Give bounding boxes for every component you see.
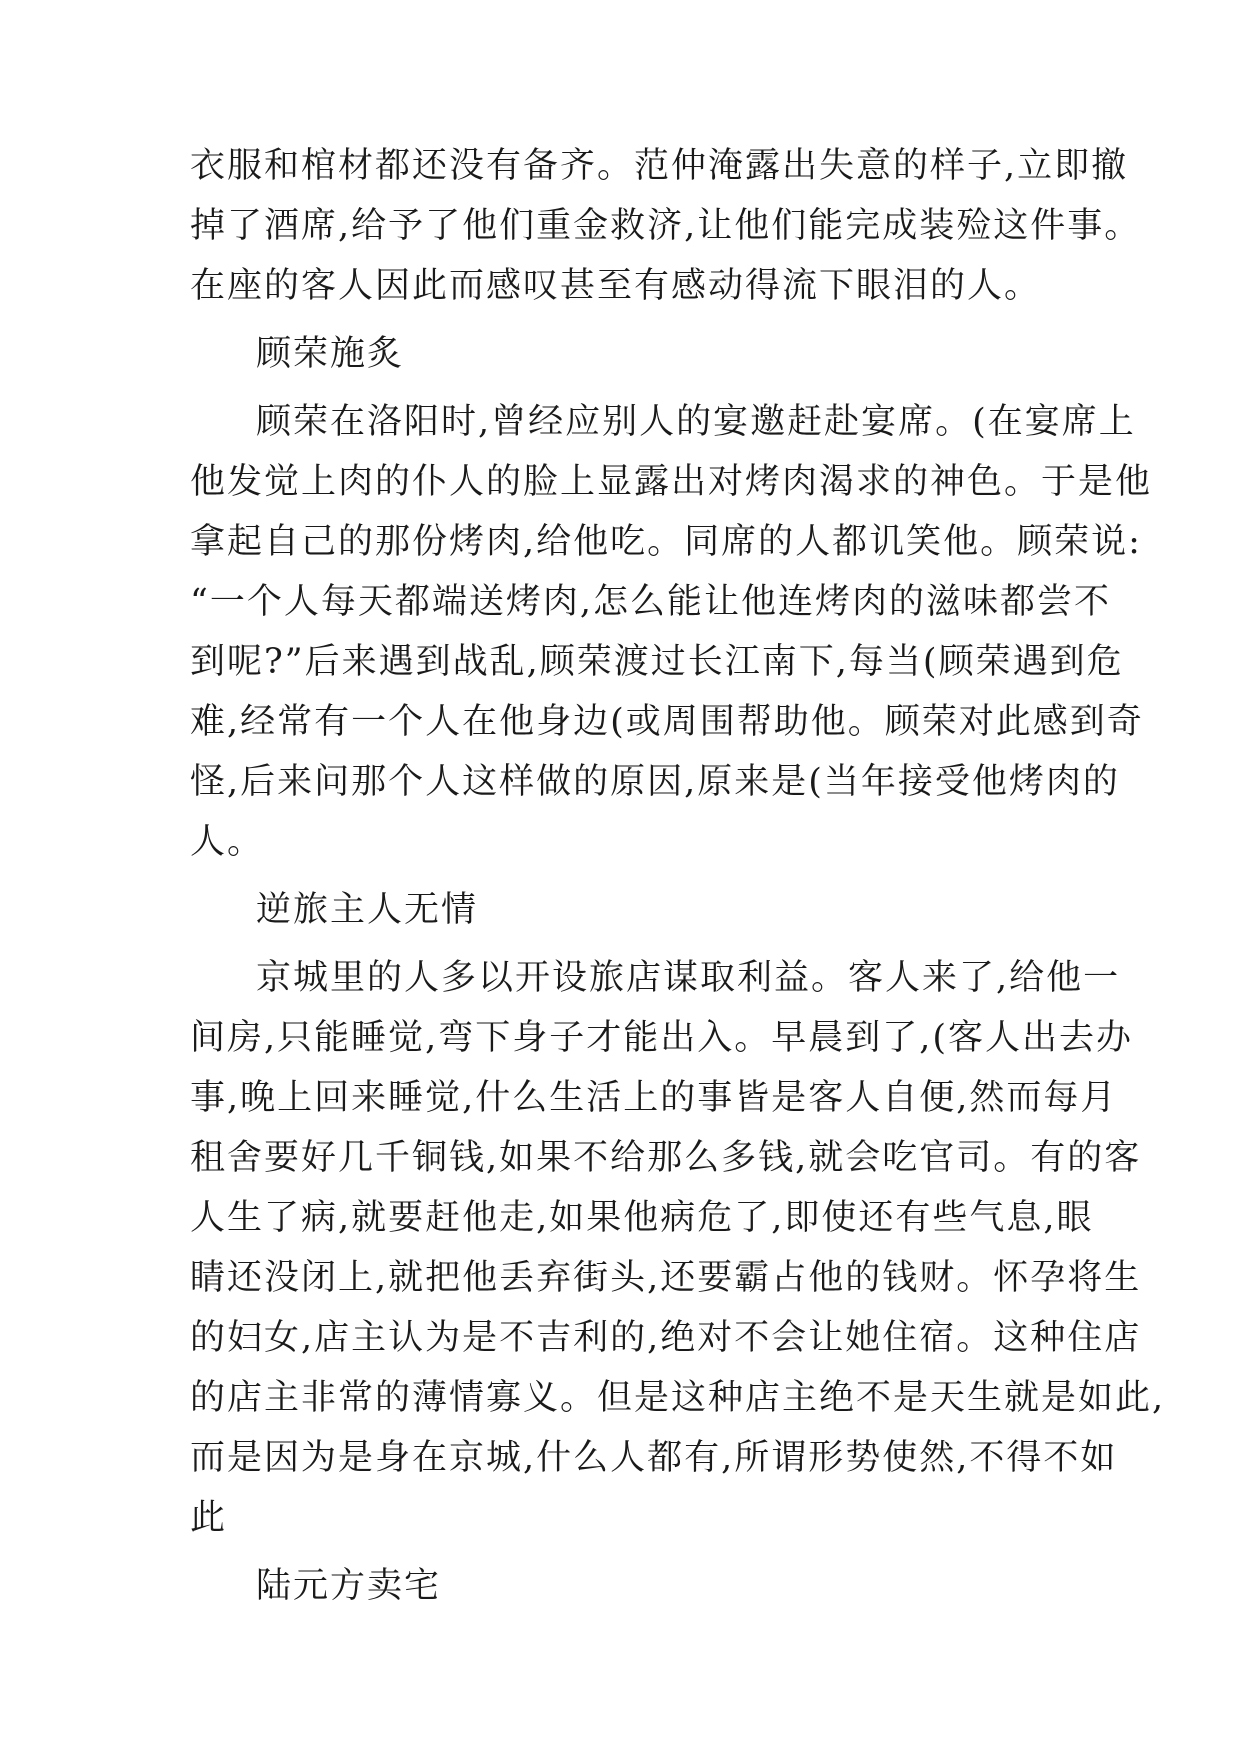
text-line: 到呢?”后来遇到战乱,顾荣渡过长江南下,每当(顾荣遇到危 xyxy=(190,642,1124,682)
text-line: 睛还没闭上,就把他丢弃街头,还要霸占他的钱财。怀孕将生 xyxy=(190,1258,1142,1298)
text-line: 人。 xyxy=(190,822,265,862)
text-line: 顾荣在洛阳时,曾经应别人的宴邀赶赴宴席。(在宴席上 xyxy=(256,402,1136,442)
text-line: 掉了酒席,给予了他们重金救济,让他们能完成装殓这件事。 xyxy=(190,206,1142,246)
text-line: 难,经常有一个人在他身边(或周围帮助他。顾荣对此感到奇 xyxy=(190,702,1144,742)
text-line: 间房,只能睡觉,弯下身子才能出入。早晨到了,(客人出去办 xyxy=(190,1018,1134,1058)
text-line: “一个人每天都端送烤肉,怎么能让他连烤肉的滋味都尝不 xyxy=(190,582,1112,622)
section-heading: 顾荣施炙 xyxy=(256,334,405,374)
text-line: 此 xyxy=(190,1498,228,1538)
text-line: 人生了病,就要赶他走,如果他病危了,即使还有些气息,眼 xyxy=(190,1198,1094,1238)
text-line: 怪,后来问那个人这样做的原因,原来是(当年接受他烤肉的 xyxy=(190,762,1120,802)
text-line: 拿起自己的那份烤肉,给他吃。同席的人都讥笑他。顾荣说: xyxy=(190,522,1142,562)
section-heading: 逆旅主人无情 xyxy=(256,890,479,930)
text-line: 在座的客人因此而感叹甚至有感动得流下眼泪的人。 xyxy=(190,266,1042,306)
text-line: 事,晚上回来睡觉,什么生活上的事皆是客人自便,然而每月 xyxy=(190,1078,1118,1118)
text-line: 他发觉上肉的仆人的脸上显露出对烤肉渴求的神色。于是他 xyxy=(190,462,1153,502)
section-heading: 陆元方卖宅 xyxy=(256,1566,442,1606)
text-line: 的店主非常的薄情寡义。但是这种店主绝不是天生就是如此, xyxy=(190,1378,1166,1418)
text-line: 的妇女,店主认为是不吉利的,绝对不会让她住宿。这种住店 xyxy=(190,1318,1142,1358)
text-line: 京城里的人多以开设旅店谋取利益。客人来了,给他一 xyxy=(256,958,1121,998)
text-line: 衣服和棺材都还没有备齐。范仲淹露出失意的样子,立即撤 xyxy=(190,146,1129,186)
text-line: 而是因为是身在京城,什么人都有,所谓形势使然,不得不如 xyxy=(190,1438,1118,1478)
text-line: 租舍要好几千铜钱,如果不给那么多钱,就会吃官司。有的客 xyxy=(190,1138,1142,1178)
